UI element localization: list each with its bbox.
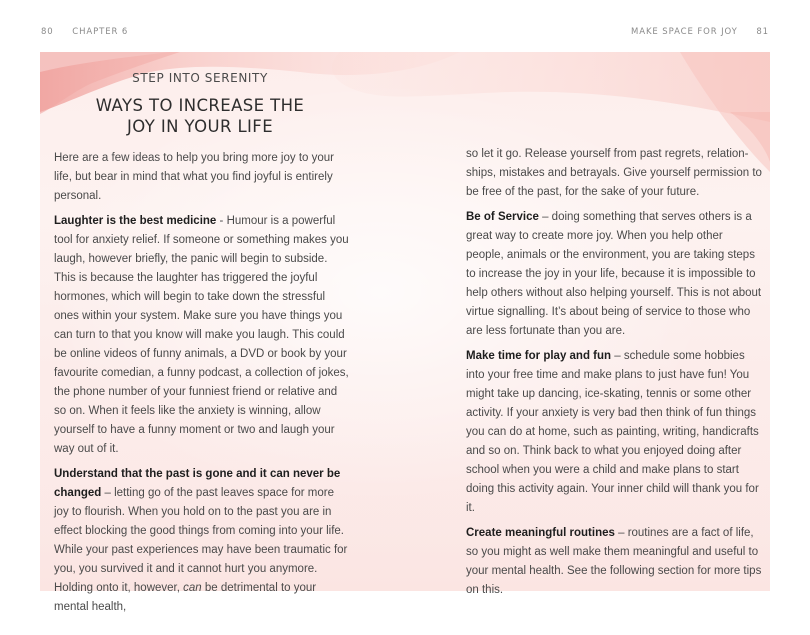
left-page-number: 80 bbox=[41, 27, 54, 37]
tip-emphasis: can bbox=[183, 582, 202, 594]
tip-paragraph-service bbox=[466, 208, 762, 341]
left-column bbox=[54, 149, 350, 623]
book-section-label: MAKE SPACE FOR JOY bbox=[631, 27, 738, 37]
tip-paragraph-laughter bbox=[54, 212, 350, 459]
tip-text: Humour is a powerful tool for anxiety relief. If someone or something makes you laugh, however briefly, the panic will begin to subside. This is because the laughter has triggered the joyful hormones, which will begin to take down the stressful ones within your system. Make sure you have things you can turn to that you know will make you laugh. This could be online videos of funny animals, a DVD or book by your favourite comedian, a funny podcast, a collection of jokes, the phone number of your funniest friend or relative and so on. When it feels like the anxiety is winning, allow yourself to have a funny moment or two and laugh your way out of it. bbox=[54, 215, 349, 455]
chapter-label: CHAPTER 6 bbox=[72, 27, 129, 37]
tip-heading: Understand that the past is gone and it can never be changed bbox=[54, 468, 341, 499]
tip-separator: – bbox=[611, 350, 624, 362]
intro-paragraph: Here are a few ideas to help you bring more joy to your life, but bear in mind that what you find joyful is entirely personal. bbox=[54, 152, 334, 202]
tip-separator: – bbox=[101, 487, 115, 499]
right-page-number: 81 bbox=[756, 27, 769, 37]
tip-heading: Make time for play and fun bbox=[466, 350, 612, 362]
right-column bbox=[466, 145, 762, 606]
tip-paragraph-past-continued: so let it go. Release yourself from past regrets, relation-ships, mistakes and betrayals. Give yourself permission to be free of the past, for the sake of your future. bbox=[466, 148, 762, 198]
section-title-line-1: WAYS TO INCREASE THE bbox=[95, 96, 305, 115]
tip-text: schedule some hobbies into your free time and make plans to just have fun! You might take up dancing, ice-skating, tennis or some other activity. If your anxiety is very bad then think of fun things you can do at home, such as painting, writing, handicrafts and so on. Think back to what you enjoyed doing after school when you were a child and make plans to start doing this activity again. Your inner child will thank you for it. bbox=[466, 350, 759, 514]
right-running-head bbox=[631, 27, 769, 37]
pink-watercolor-panel bbox=[40, 52, 770, 613]
section-subtitle: STEP INTO SERENITY bbox=[132, 71, 268, 85]
left-running-head bbox=[41, 27, 128, 37]
tip-heading: Create meaningful routines bbox=[466, 527, 615, 539]
tip-heading: Laughter is the best medicine bbox=[54, 215, 217, 227]
tip-paragraph-past bbox=[54, 465, 350, 617]
tip-separator: – bbox=[614, 527, 628, 539]
tip-heading: Be of Service bbox=[466, 211, 539, 223]
tip-text: routines are a fact of life, so you might as well make them meaningful and useful to your mental health. See the following section for more tips on this. bbox=[466, 527, 762, 596]
tip-separator: - bbox=[216, 215, 227, 227]
tip-paragraph-routines bbox=[466, 524, 762, 600]
section-title-line-2: JOY IN YOUR LIFE bbox=[126, 117, 274, 136]
tip-separator: – bbox=[538, 211, 552, 223]
tip-text: letting go of the past leaves space for more joy to flourish. When you hold on to the past you are in effect blocking the good things from coming into your life. While your past experiences may have been traumatic for you, you survived it and it cannot hurt you anymore. Holding onto it, however, bbox=[54, 487, 348, 594]
tip-paragraph-play bbox=[466, 347, 762, 518]
section-title bbox=[70, 95, 330, 137]
tip-text-end: be detrimental to your mental health, bbox=[54, 582, 317, 613]
tip-text: doing something that serves others is a great way to create more joy. When you help other people, animals or the environment, you are taking steps to increase the joy in your life, because it is impossible to help others without also helping yourself. This is not about virtue signalling. It’s about being of service to those who are less fortunate than you are. bbox=[466, 211, 762, 337]
